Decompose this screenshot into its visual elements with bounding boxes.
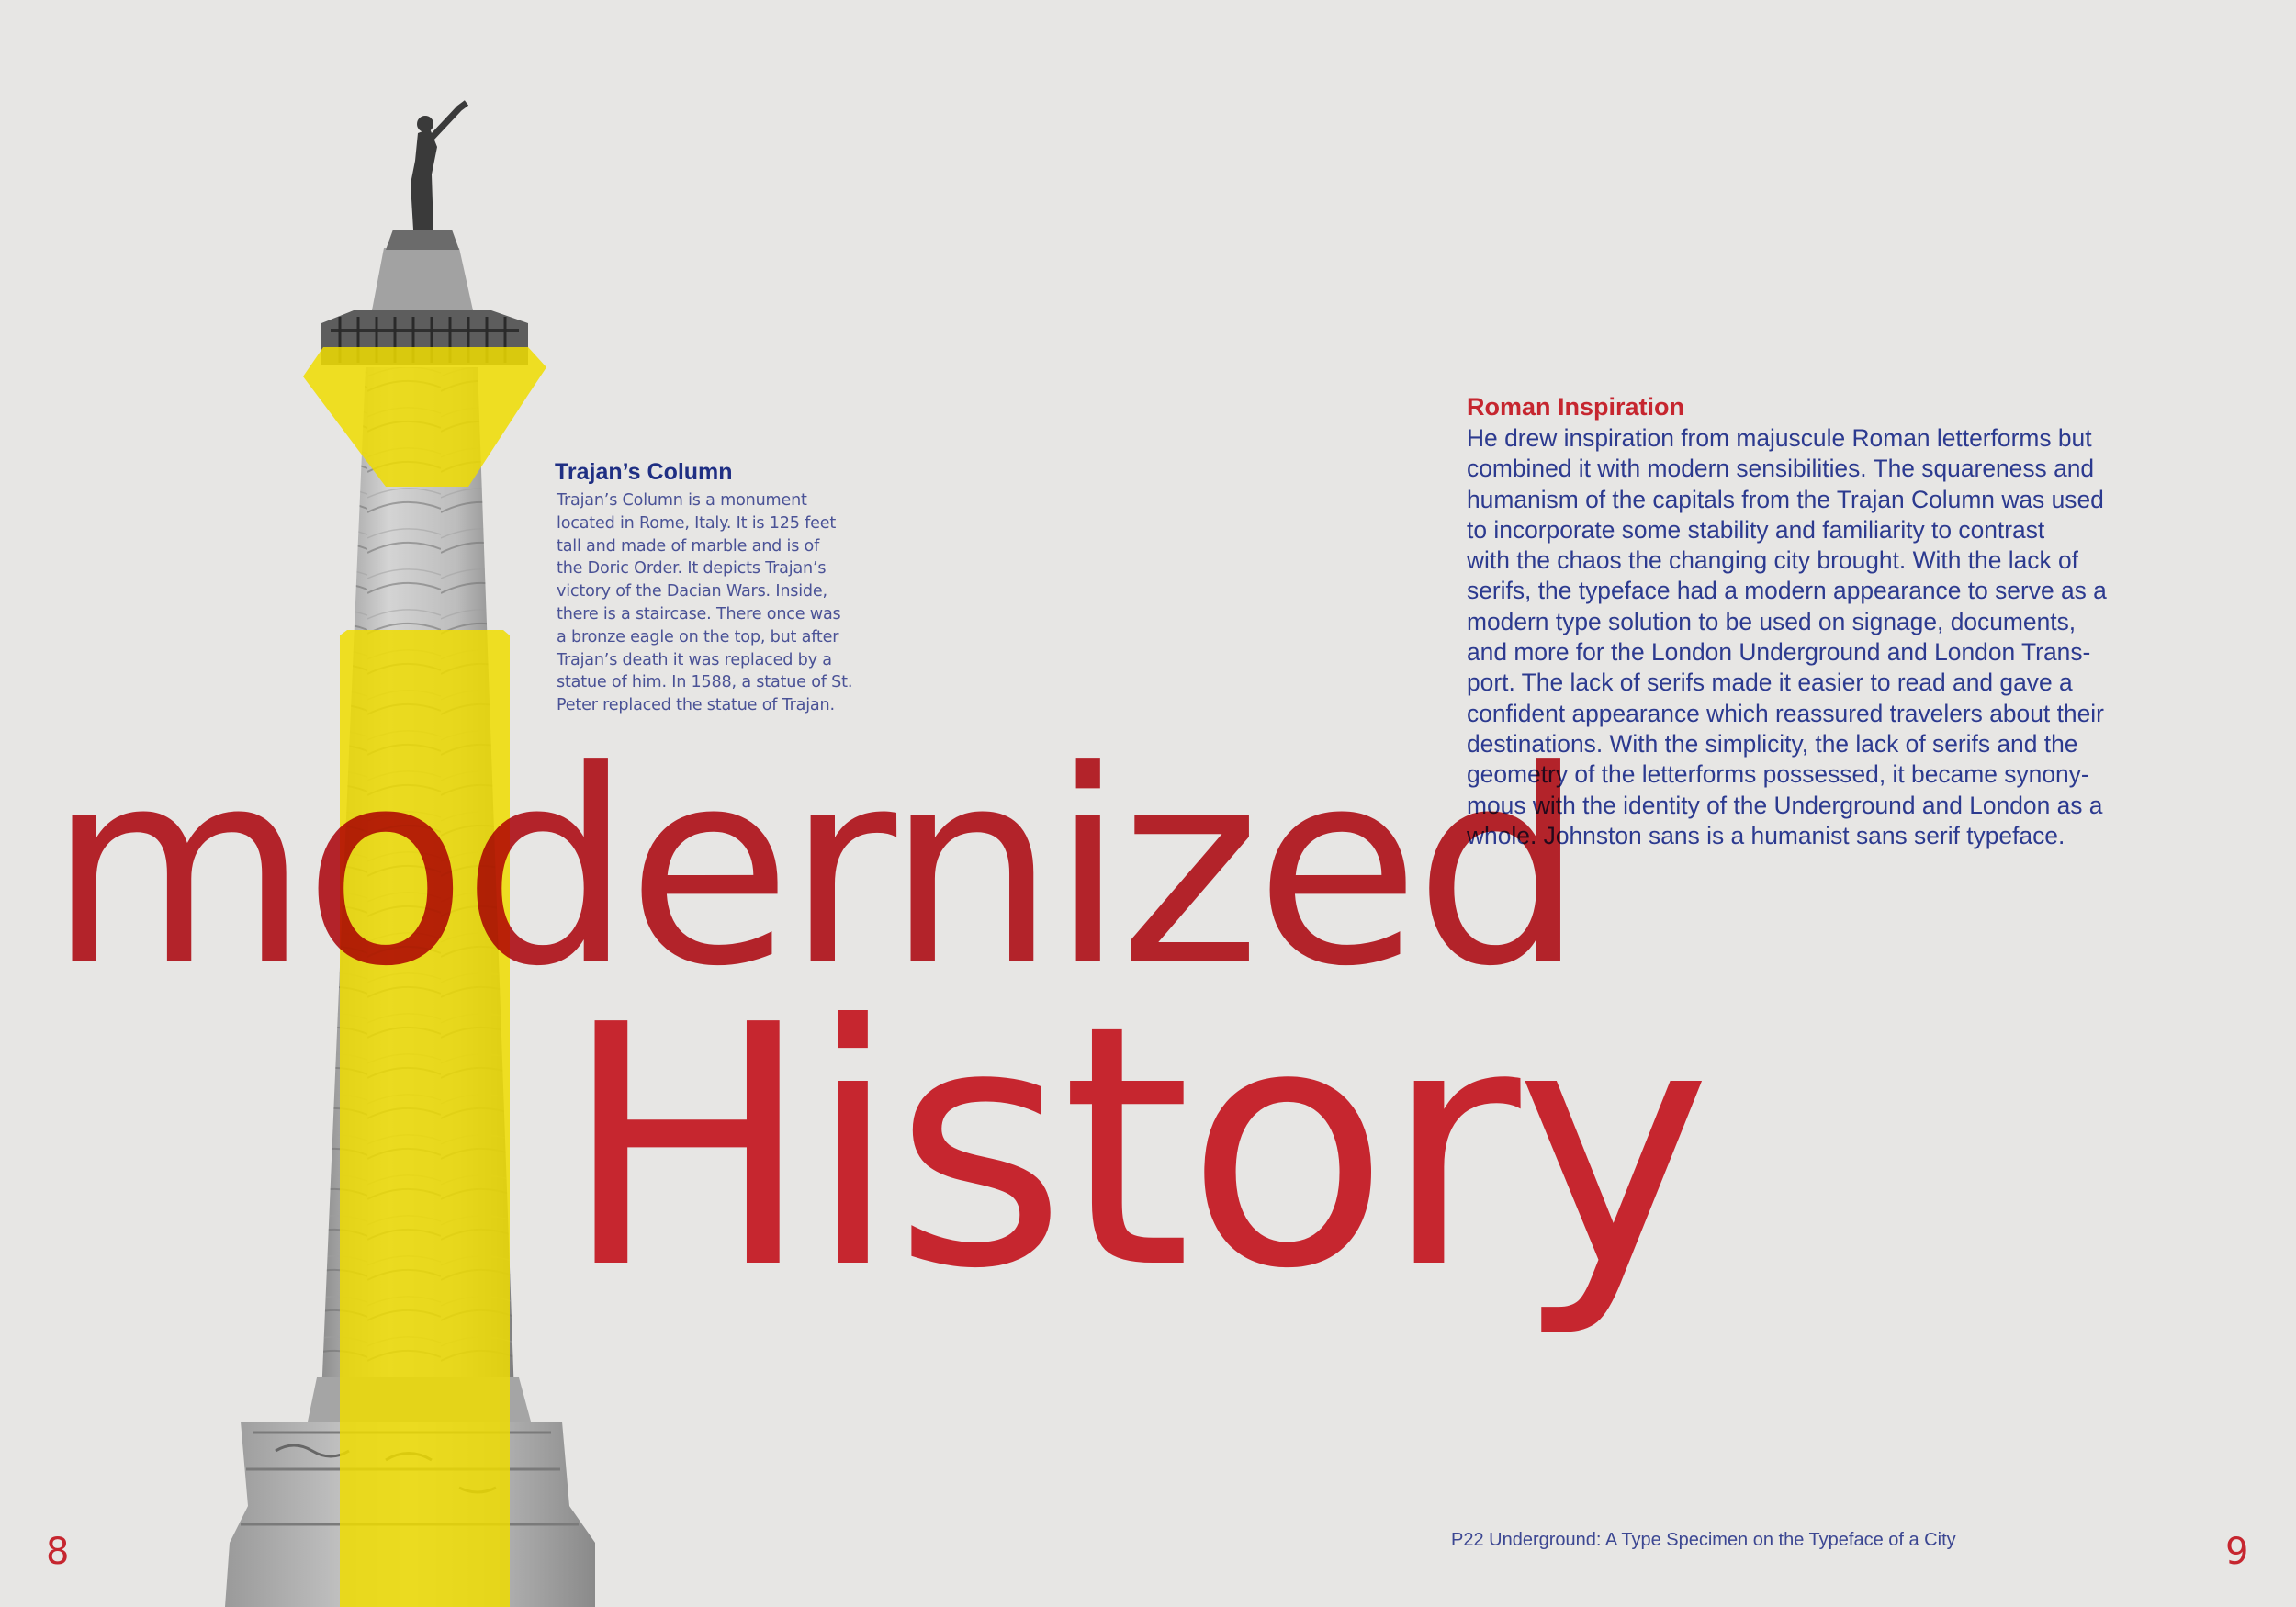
column-capital	[321, 230, 528, 365]
page-number-left: 8	[46, 1531, 70, 1573]
article-line: serifs, the typeface had a modern appearance to serve as a	[1467, 577, 2107, 605]
page-number-right: 9	[2225, 1531, 2249, 1573]
article-line: He drew inspiration from majuscule Roman letterforms but	[1467, 424, 2092, 452]
sidebar-line: statue of him. In 1588, a statue of St.	[557, 673, 853, 692]
sidebar-title: Trajan’s Column	[555, 459, 733, 485]
sidebar-line: Trajan’s death it was replaced by a	[557, 650, 832, 669]
article-line: modern type solution to be used on signage, documents,	[1467, 607, 2077, 635]
sidebar-body	[557, 489, 885, 717]
running-footer: P22 Underground: A Type Specimen on the Typeface of a City	[1451, 1530, 1956, 1550]
article-line: whole. Johnston sans is a humanist sans serif typeface.	[1467, 821, 2065, 849]
headline-word-history: History	[562, 955, 1706, 1342]
sidebar-line: a bronze eagle on the top, but after	[557, 627, 839, 646]
sidebar-line: victory of the Dacian Wars. Inside,	[557, 582, 827, 601]
sidebar-line: tall and made of marble and is of	[557, 536, 820, 556]
sidebar-line: Trajan’s Column is a monument	[557, 491, 807, 510]
sidebar-line: there is a staircase. There once was	[557, 604, 841, 624]
article-line: to incorporate some stability and familiarity to contrast	[1467, 515, 2045, 544]
article-line: port. The lack of serifs made it easier to read and gave a	[1467, 669, 2073, 697]
column-statue	[411, 103, 467, 230]
article-line: confident appearance which reassured travelers about their	[1467, 699, 2104, 727]
sidebar-line: the Doric Order. It depicts Trajan’s	[557, 559, 827, 579]
sidebar-line: located in Rome, Italy. It is 125 feet	[557, 513, 837, 533]
article-line: combined it with modern sensibilities. The squareness and	[1467, 455, 2095, 483]
article-line: with the chaos the changing city brought. With the lack of	[1467, 546, 2079, 575]
sidebar-line: Peter replaced the statue of Trajan.	[557, 696, 835, 715]
article-line: humanism of the capitals from the Trajan Column was used	[1467, 485, 2104, 513]
headline-word-modernized: modernized	[48, 713, 1580, 1025]
trajan-column-sidebar	[555, 459, 885, 717]
article-line: destinations. With the simplicity, the lack of serifs and the	[1467, 729, 2078, 758]
article-line: and more for the London Underground and London Trans-	[1467, 638, 2091, 667]
article-line: mous with the identity of the Underground and London as a	[1467, 791, 2103, 819]
article-title: Roman Inspiration	[1467, 393, 1685, 421]
article-line: geometry of the letterforms possessed, it became synony-	[1467, 760, 2089, 789]
